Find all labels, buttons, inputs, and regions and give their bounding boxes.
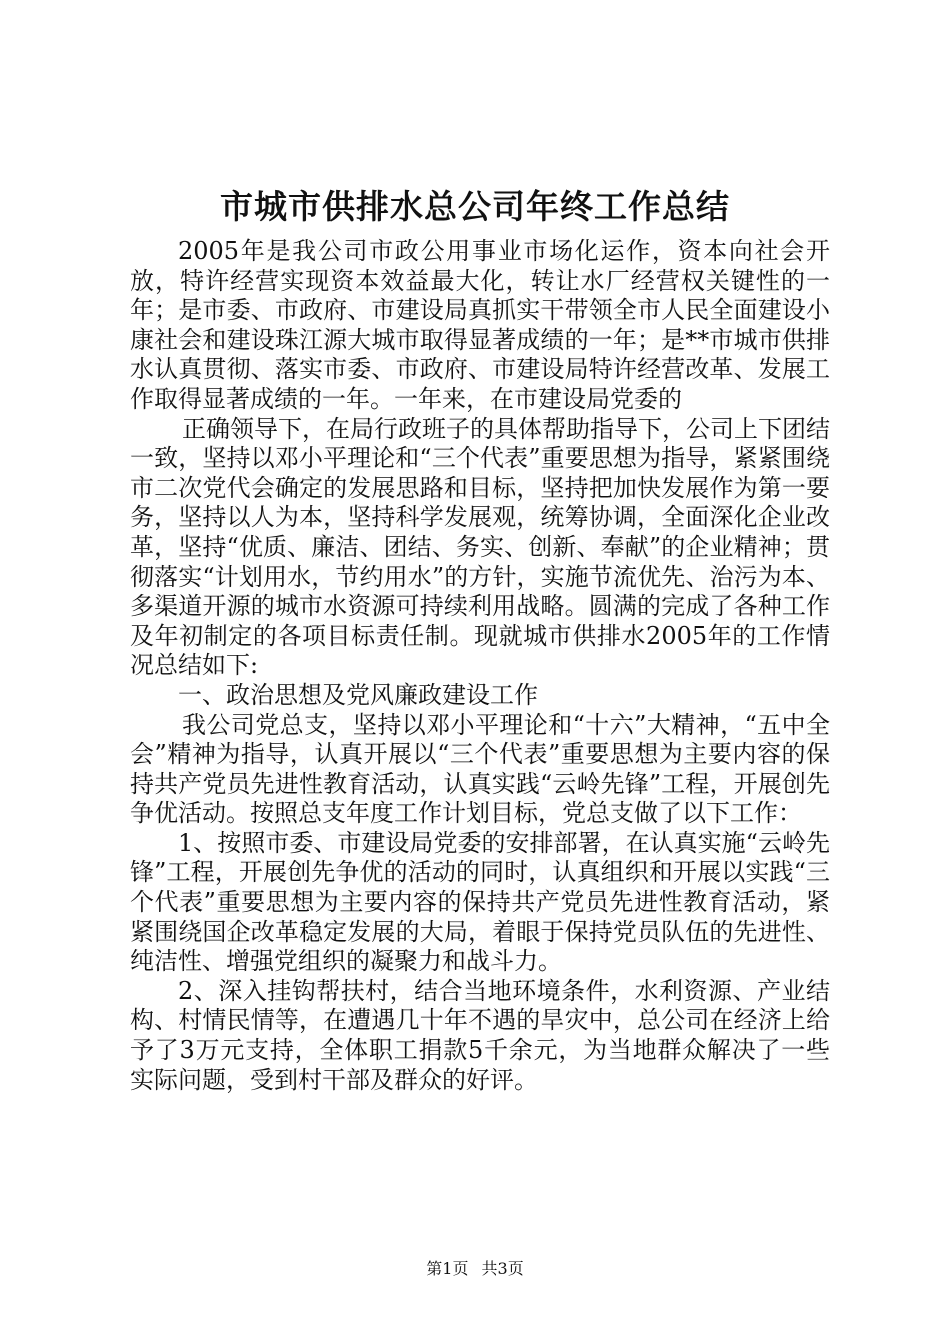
list-item-1: 1、按照市委、市建设局党委的安排部署，在认真实施“云岭先锋”工程，开展创先争优的活动的同时，认真组织和开展以实践“三个代表”重要思想为主要内容的保持共产党员先进性教育活动，紧紧围绕国企改革稳定发展的大局，着眼于保持党员队伍的先进性、纯洁性、增强党组织的凝聚力和战斗力。 <box>130 828 830 976</box>
paragraph-intro: 2005年是我公司市政公用事业市场化运作，资本向社会开放，特许经营实现资本效益最大化，转让水厂经营权关键性的一年；是市委、市政府、市建设局真抓实干带领全市人民全面建设小康社会和建设珠江源大城市取得显著成绩的一年；是**市城市供排水认真贯彻、落实市委、市政府、市建设局特许经营改革、发展工作取得显著成绩的一年。一年来，在市建设局党委的 <box>130 237 830 413</box>
document-body <box>130 237 830 1095</box>
page-number-total: 共3页 <box>481 1259 524 1278</box>
page-footer <box>0 1258 950 1280</box>
paragraph-leadership: 正确领导下，在局行政班子的具体帮助指导下，公司上下团结一致，坚持以邓小平理论和“三个代表”重要思想为指导，紧紧围绕市二次党代会确定的发展思路和目标，坚持把加快发展作为第一要务，坚持以人为本，坚持科学发展观，统筹协调，全面深化企业改革，坚持“优质、廉洁、团结、务实、创新、奉献”的企业精神；贯彻落实“计划用水，节约用水”的方针，实施节流优先、治污为本、多渠道开源的城市水资源可持续利用战略。圆满的完成了各种工作及年初制定的各项目标责任制。现就城市供排水2005年的工作情况总结如下: <box>130 414 830 680</box>
paragraph-party-branch: 我公司党总支，坚持以邓小平理论和“十六”大精神，“五中全会”精神为指导，认真开展以“三个代表”重要思想为主要内容的保持共产党员先进性教育活动，认真实践“云岭先锋”工程，开展创先争优活动。按照总支年度工作计划目标，党总支做了以下工作： <box>130 710 830 828</box>
document-title: 市城市供排水总公司年终工作总结 <box>220 187 730 226</box>
page-number-current: 第1页 <box>426 1259 469 1278</box>
section-heading-political: 一、政治思想及党风廉政建设工作 <box>178 680 538 709</box>
list-item-2: 2、深入挂钩帮扶村，结合当地环境条件，水利资源、产业结构、村情民情等，在遭遇几十年不遇的旱灾中，总公司在经济上给予了3万元支持，全体职工捐款5千余元，为当地群众解决了一些实际问题，受到村干部及群众的好评。 <box>130 976 830 1094</box>
